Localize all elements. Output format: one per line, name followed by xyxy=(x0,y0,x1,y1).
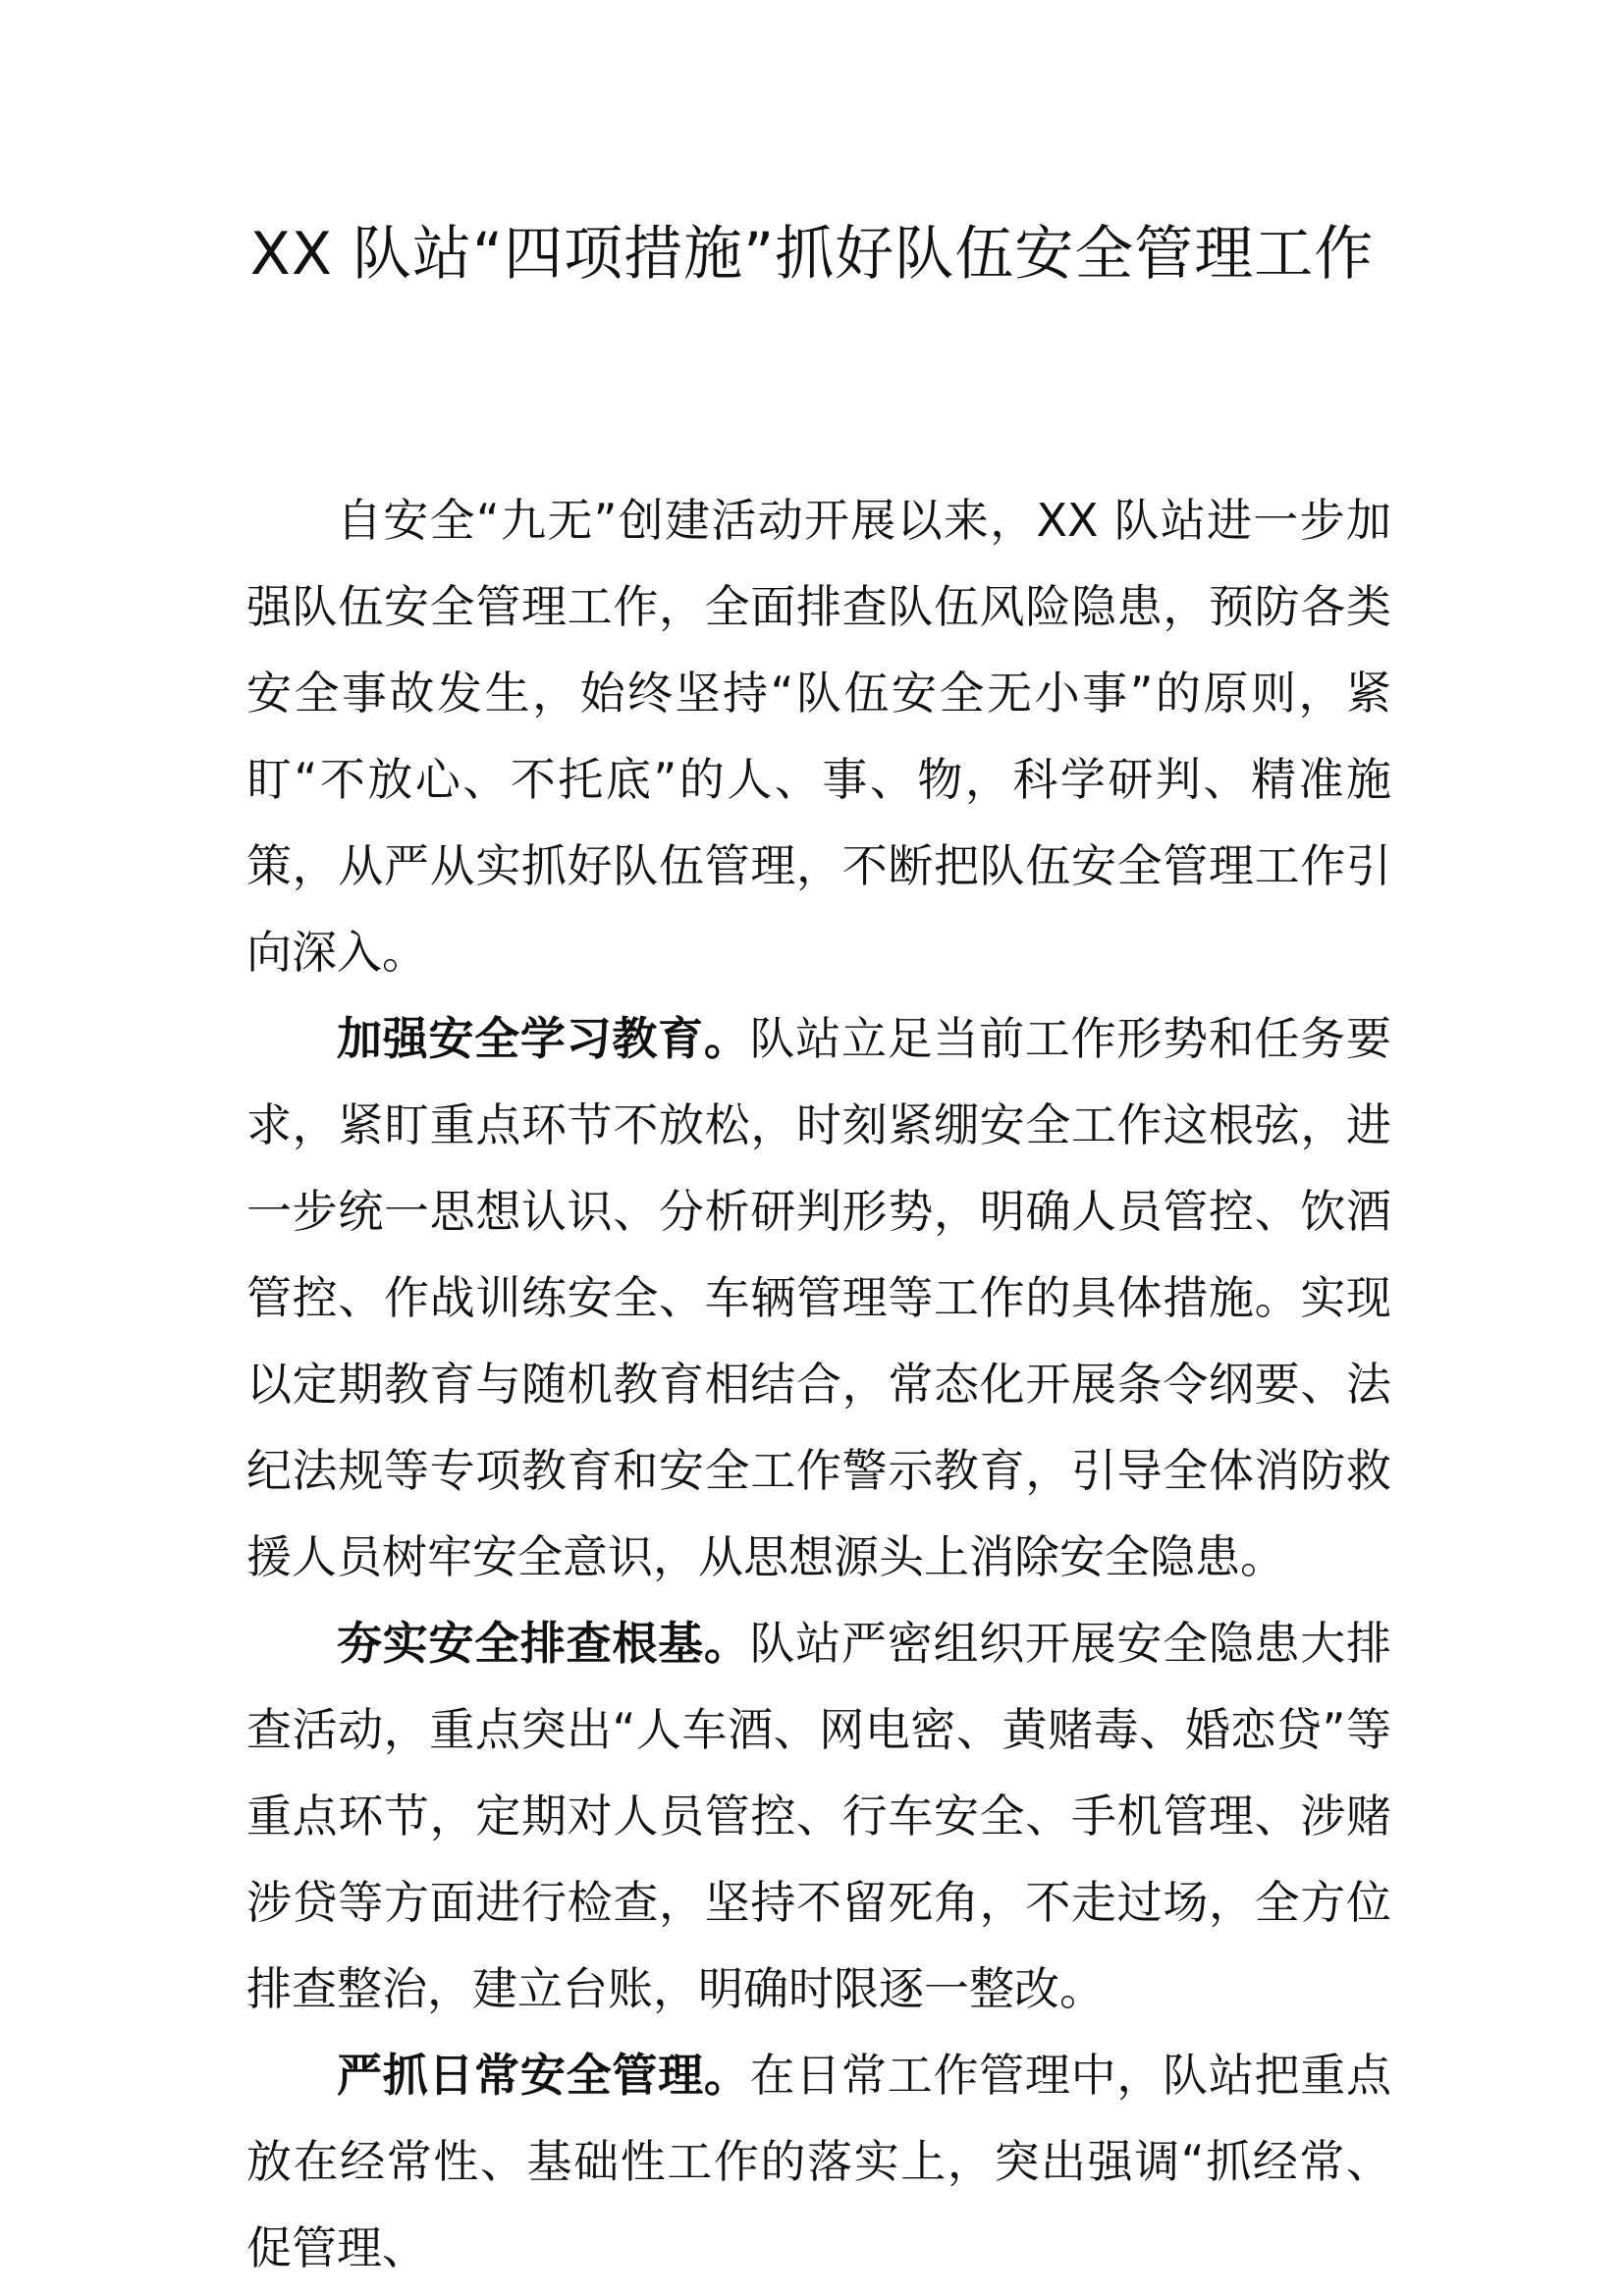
paragraph-inspection xyxy=(246,1600,1391,2032)
paragraph-education xyxy=(246,995,1391,1600)
paragraph-intro xyxy=(246,477,1391,995)
paragraph-text: 队站严密组织开展安全隐患大排查活动，重点突出“人车酒、网电密、黄赌毒、婚恋贷”等重点环节，定期对人员管控、行车安全、手机管理、涉赌涉贷等方面进行检查，坚持不留死角，不走过场，全方位排查整治，建立台账，明确时限逐一整改。 xyxy=(246,1617,1392,2015)
paragraph-lead: 加强安全学习教育。 xyxy=(337,1012,750,1065)
paragraph-text: 在日常工作管理中，队站把重点放在经常性、基础性工作的落实上，突出强调“抓经常、促管理、 xyxy=(246,2049,1392,2274)
document-body xyxy=(246,477,1391,2291)
paragraph-text: 队站立足当前工作形势和任务要求，紧盯重点环节不放松，时刻紧绷安全工作这根弦，进一步统一思想认识、分析研判形势，明确人员管控、饮酒管控、作战训练安全、车辆管理等工作的具体措施。实现以定期教育与随机教育相结合，常态化开展条令纲要、法纪法规等专项教育和安全工作警示教育，引导全体消防救援人员树牢安全意识，从思想源头上消除安全隐患。 xyxy=(246,1012,1392,1583)
paragraph-text: 自安全“九无”创建活动开展以来，XX 队站进一步加强队伍安全管理工作，全面排查队伍风险隐患，预防各类安全事故发生，始终坚持“队伍安全无小事”的原则，紧盯“不放心、不托底”的人、事、物，科学研判、精准施策，从严从实抓好队伍管理，不断把队伍安全管理工作引向深入。 xyxy=(246,494,1391,979)
document-title: XX 队站“四项措施”抓好队伍安全管理工作 xyxy=(249,220,1375,289)
paragraph-lead: 夯实安全排查根基。 xyxy=(337,1617,750,1670)
paragraph-daily-management xyxy=(246,2032,1391,2291)
paragraph-lead: 严抓日常安全管理。 xyxy=(337,2049,750,2102)
